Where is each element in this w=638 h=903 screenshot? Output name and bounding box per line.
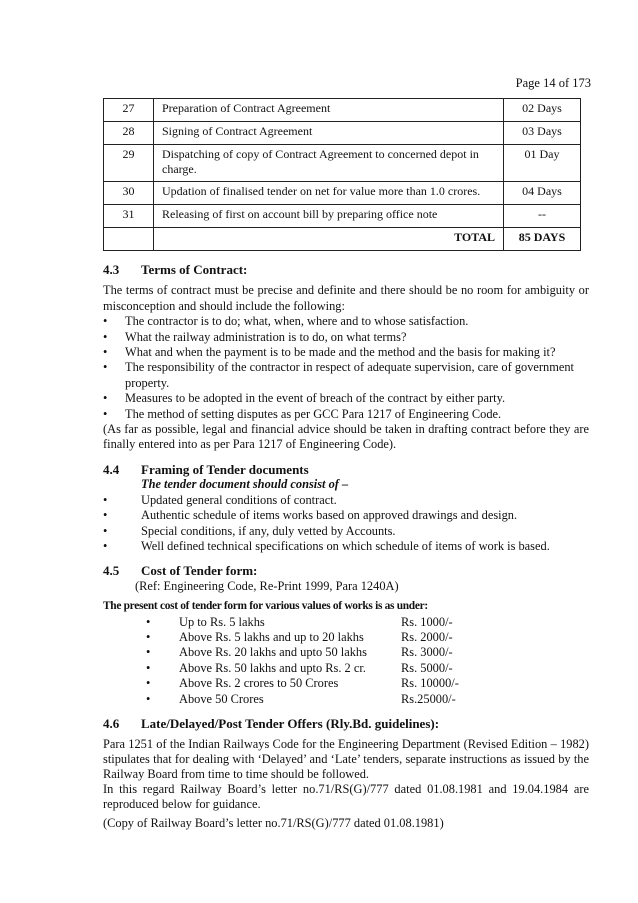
table-row [104, 145, 581, 182]
section-title: Framing of Tender documents [141, 461, 309, 477]
bullet-icon: • [103, 523, 108, 538]
bullet-icon: • [103, 406, 108, 421]
bullet-icon: • [103, 508, 108, 523]
list-item: • Well defined technical specifications on which schedule of items of work is based. [103, 538, 550, 553]
cost-range: Above Rs. 50 lakhs and upto Rs. 2 cr. [179, 660, 366, 675]
cost-value: Rs.25000/- [401, 691, 456, 706]
bullet-icon: • [103, 329, 108, 344]
table-total-row [104, 228, 581, 251]
list-item [146, 630, 589, 645]
list-item: • The responsibility of the contractor in respect of adequate supervision, care of government property. [103, 360, 575, 390]
bullet-icon: • [103, 538, 108, 553]
bullet-icon: • [103, 492, 108, 507]
table-row [104, 205, 581, 228]
bullet-icon: • [146, 676, 151, 691]
section-title: Cost of Tender form: [141, 563, 258, 579]
list-item [146, 615, 589, 630]
section-number: 4.4 [103, 461, 120, 477]
cost-value: Rs. 2000/- [401, 629, 453, 644]
cost-value: Rs. 5000/- [401, 660, 453, 675]
list-item: • The contractor is to do; what, when, where and to whose satisfaction. [103, 314, 469, 329]
section-heading-4-5 [103, 563, 589, 578]
late-tender-para-2: In this regard Railway Board’s letter no.71/RS(G)/777 dated 01.08.1981 and 19.04.1984 are reproduced below for guidance. [103, 782, 589, 812]
list-item [146, 676, 589, 691]
bullet-icon: • [146, 629, 151, 644]
section-title: Terms of Contract: [141, 262, 248, 277]
tender-documents-list [103, 493, 589, 555]
cost-value: Rs. 1000/- [401, 614, 453, 629]
section-subtitle: The tender document should consist of – [141, 477, 349, 492]
table-row [104, 99, 581, 122]
table-row [104, 122, 581, 145]
row-number: 28 [104, 122, 154, 145]
bullet-icon: • [103, 360, 108, 375]
page-number: Page 14 of 173 [515, 76, 591, 90]
row-description: Dispatching of copy of Contract Agreement to concerned depot in charge. [154, 145, 504, 182]
list-item: • The method of setting disputes as per GCC Para 1217 of Engineering Code. [103, 406, 502, 421]
bullet-icon: • [103, 314, 108, 329]
row-description: Signing of Contract Agreement [154, 122, 504, 145]
row-days: 04 Days [504, 182, 581, 205]
cost-value: Rs. 3000/- [401, 645, 453, 660]
table-row [104, 182, 581, 205]
terms-intro: The terms of contract must be precise and definite and there should be no room for ambiguity or misconception and should include the following: [103, 283, 589, 313]
section-reference: (Ref: Engineering Code, Re-Print 1999, Para 1240A) [135, 578, 399, 593]
late-tender-para-3: (Copy of Railway Board’s letter no.71/RS(G)/777 dated 01.08.1981) [103, 816, 444, 831]
row-days: 02 Days [504, 99, 581, 122]
late-tender-para-1: Para 1251 of the Indian Railways Code for the Engineering Department (Revised Edition – 1982) stipulates that for dealing with ‘Delayed’ and ‘Late’ tenders, separate instructions as issued by the Railway Board from time to time should be followed. [103, 737, 589, 782]
task-duration-table [103, 98, 581, 251]
row-number: 31 [104, 205, 154, 228]
list-item: • What and when the payment is to be made and the method and the basis for making it? [103, 345, 556, 360]
row-days: 01 Day [504, 145, 581, 182]
bullet-icon: • [146, 614, 151, 629]
row-number: 30 [104, 182, 154, 205]
cost-range: Above 50 Crores [179, 691, 264, 706]
cost-value: Rs. 10000/- [401, 676, 459, 691]
list-item: • Measures to be adopted in the event of breach of the contract by either party. [103, 391, 506, 406]
bullet-icon: • [146, 691, 151, 706]
cost-range: Above Rs. 5 lakhs and up to 20 lakhs [179, 629, 364, 644]
bullet-icon: • [103, 391, 108, 406]
cost-range: Above Rs. 2 crores to 50 Crores [179, 676, 339, 691]
section-number: 4.3 [103, 262, 120, 277]
bullet-icon: • [146, 660, 151, 675]
section-number: 4.5 [103, 563, 120, 579]
section-heading-4-6 [103, 716, 589, 731]
terms-list [103, 314, 589, 422]
total-label: TOTAL [154, 228, 504, 251]
list-item: • Updated general conditions of contract. [103, 492, 337, 507]
section-title: Late/Delayed/Post Tender Offers (Rly.Bd. guidelines): [141, 715, 440, 731]
row-number: 29 [104, 145, 154, 182]
section-number: 4.6 [103, 715, 120, 731]
row-days: -- [504, 205, 581, 228]
section-heading-4-3 [103, 262, 589, 277]
bullet-icon: • [103, 345, 108, 360]
cost-range: Up to Rs. 5 lakhs [179, 614, 265, 629]
list-item [146, 692, 589, 707]
list-item: • Special conditions, if any, duly vetted by Accounts. [103, 523, 396, 538]
cost-list [103, 615, 589, 707]
cost-range: Above Rs. 20 lakhs and upto 50 lakhs [179, 645, 367, 660]
row-description: Updation of finalised tender on net for value more than 1.0 crores. [154, 182, 504, 205]
bullet-icon: • [146, 645, 151, 660]
section-heading-4-4 [103, 462, 589, 477]
terms-closing: (As far as possible, legal and financial advice should be taken in drafting contract before they are finally entered into as per Para 1217 of Engineering Code). [103, 422, 589, 452]
row-days: 03 Days [504, 122, 581, 145]
row-description: Releasing of first on account bill by preparing office note [154, 205, 504, 228]
cost-intro: The present cost of tender form for various values of works is as under: [103, 600, 428, 613]
list-item: • What the railway administration is to do, on what terms? [103, 329, 407, 344]
row-number: 27 [104, 99, 154, 122]
total-days: 85 DAYS [504, 228, 581, 251]
list-item: • Authentic schedule of items works based on approved drawings and design. [103, 508, 518, 523]
document-body [103, 262, 589, 831]
row-description: Preparation of Contract Agreement [154, 99, 504, 122]
list-item [146, 661, 589, 676]
total-empty-cell [104, 228, 154, 251]
list-item [146, 645, 589, 660]
